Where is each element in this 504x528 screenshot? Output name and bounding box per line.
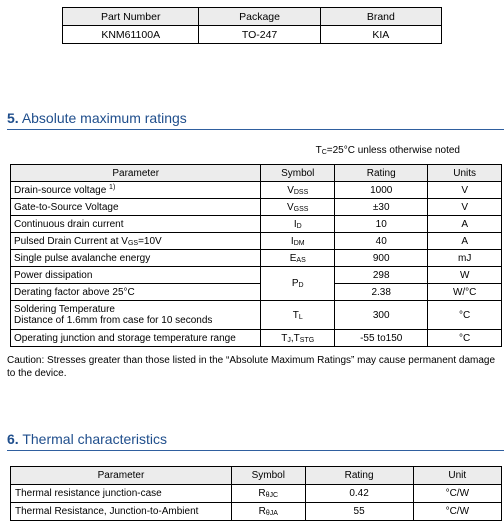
unit-cell: W/°C [428, 284, 502, 301]
header-parameter: Parameter [11, 467, 232, 485]
section-5-title [7, 110, 187, 126]
table-row [11, 330, 502, 347]
test-condition: TC=25°C unless otherwise noted [315, 145, 460, 156]
unit-cell: °C [428, 301, 502, 330]
rating-cell: 2.38 [335, 284, 428, 301]
symbol-cell: VGSS [261, 199, 335, 216]
rating-cell: 900 [335, 250, 428, 267]
thermal-characteristics-table [10, 466, 502, 521]
header-parameter: Parameter [11, 165, 261, 182]
header-symbol: Symbol [231, 467, 305, 485]
section-number: 6. [7, 431, 19, 447]
table-header-row [11, 467, 502, 485]
table-header-row [63, 8, 442, 26]
table-row [11, 284, 502, 301]
unit-cell: °C/W [413, 503, 501, 521]
table-row [11, 216, 502, 233]
ordering-table [62, 7, 442, 44]
param-cell: Gate-to-Source Voltage [11, 199, 261, 216]
section-heading: Thermal characteristics [22, 431, 168, 447]
param-cell: Thermal Resistance, Junction-to-Ambient [11, 503, 232, 521]
absolute-max-ratings-table [10, 164, 502, 347]
unit-cell: V [428, 199, 502, 216]
table-row [11, 182, 502, 199]
param-cell: Pulsed Drain Current at VGS=10V [11, 233, 261, 250]
unit-cell: °C/W [413, 485, 501, 503]
symbol-cell: ID [261, 216, 335, 233]
section-6-divider [7, 450, 504, 451]
table-row [11, 503, 502, 521]
symbol-cell: TL [261, 301, 335, 330]
symbol-cell: RθJA [231, 503, 305, 521]
header-rating: Rating [335, 165, 428, 182]
header-symbol: Symbol [261, 165, 335, 182]
symbol-cell: IDM [261, 233, 335, 250]
section-5-divider [7, 129, 504, 130]
rating-cell: -55 to150 [335, 330, 428, 347]
unit-cell: W [428, 267, 502, 284]
header-package: Package [199, 8, 320, 26]
symbol-cell: RθJC [231, 485, 305, 503]
part-number-cell: KNM61100A [63, 26, 199, 44]
header-units: Units [428, 165, 502, 182]
unit-cell: A [428, 233, 502, 250]
section-number: 5. [7, 110, 19, 126]
unit-cell: mJ [428, 250, 502, 267]
table-row [11, 199, 502, 216]
table-header-row [11, 165, 502, 182]
unit-cell: °C [428, 330, 502, 347]
table-row [11, 301, 502, 330]
symbol-cell: EAS [261, 250, 335, 267]
header-part-number: Part Number [63, 8, 199, 26]
param-cell: Soldering Temperature Distance of 1.6mm from case for 10 seconds [11, 301, 261, 330]
section-heading: Absolute maximum ratings [21, 110, 187, 126]
section-6-title [7, 431, 167, 447]
brand-cell: KIA [320, 26, 441, 44]
table-row [11, 250, 502, 267]
header-rating: Rating [305, 467, 413, 485]
symbol-cell: TJ,TSTG [261, 330, 335, 347]
caution-note: Caution: Stresses greater than those listed in the “Absolute Maximum Ratings” may cause permanent damage to the device. [7, 355, 496, 379]
header-unit: Unit [413, 467, 501, 485]
symbol-cell: VDSS [261, 182, 335, 199]
symbol-cell: PD [261, 267, 335, 301]
param-cell: Power dissipation [11, 267, 261, 284]
table-row [63, 26, 442, 44]
rating-cell: 55 [305, 503, 413, 521]
rating-cell: 10 [335, 216, 428, 233]
rating-cell: 1000 [335, 182, 428, 199]
rating-cell: 40 [335, 233, 428, 250]
table-row [11, 267, 502, 284]
header-brand: Brand [320, 8, 441, 26]
table-row [11, 233, 502, 250]
param-cell: Continuous drain current [11, 216, 261, 233]
param-cell: Drain-source voltage $^{1)}$ [11, 182, 261, 199]
package-cell: TO-247 [199, 26, 320, 44]
rating-cell: 0.42 [305, 485, 413, 503]
param-cell: Derating factor above 25°C [11, 284, 261, 301]
param-cell: Thermal resistance junction-case [11, 485, 232, 503]
param-cell: Single pulse avalanche energy [11, 250, 261, 267]
rating-cell: ±30 [335, 199, 428, 216]
param-cell: Operating junction and storage temperature range [11, 330, 261, 347]
rating-cell: 300 [335, 301, 428, 330]
unit-cell: V [428, 182, 502, 199]
table-row [11, 485, 502, 503]
unit-cell: A [428, 216, 502, 233]
rating-cell: 298 [335, 267, 428, 284]
